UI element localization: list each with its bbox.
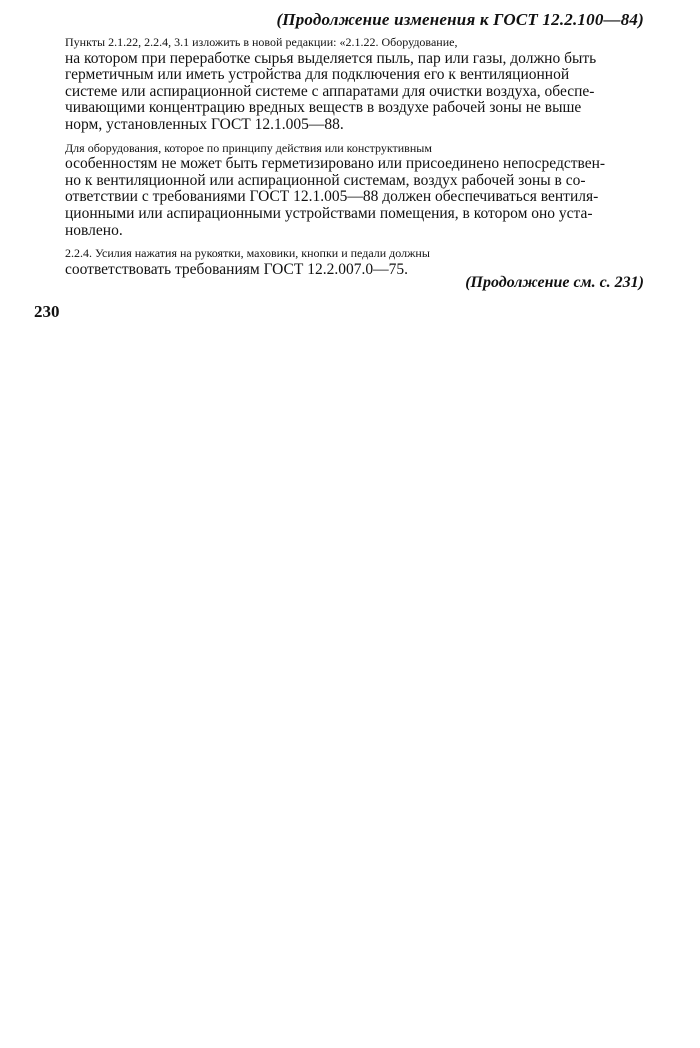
- header-continuation-note: (Продолжение изменения к ГОСТ 12.2.100—84): [276, 10, 644, 29]
- text-line: Пункты 2.1.22, 2.2.4, 3.1 изложить в новой редакции: «2.1.22. Оборудование,: [65, 35, 458, 49]
- page-number: 230: [34, 302, 60, 321]
- text-line: но к вентиляционной или аспирационной системам, воздух рабочей зоны в со-: [65, 171, 586, 189]
- footer-continuation-note: (Продолжение см. с. 231): [465, 274, 644, 291]
- text-line: герметичным или иметь устройства для подключения его к вентиляционной: [65, 66, 570, 84]
- text-line: ционными или аспирационными устройствами помещения, в котором оно уста-: [65, 204, 593, 222]
- text-line: на котором при переработке сырья выделяется пыль, пар или газы, должно быть: [65, 49, 597, 67]
- text-line: системе или аспирационной системе с аппаратами для очистки воздуха, обеспе-: [65, 82, 595, 100]
- text-line: соответствовать требованиям ГОСТ 12.2.007.0—75.: [65, 260, 408, 278]
- body-text: [34, 34, 648, 278]
- text-line: новлено.: [65, 221, 123, 239]
- text-line: норм, установленных ГОСТ 12.1.005—88.: [65, 115, 344, 133]
- text-line: особенностям не может быть герметизировано или присоединено непосредствен-: [65, 155, 606, 173]
- paragraph-revision-2-1-22: [34, 34, 648, 134]
- text-line: Для оборудования, которое по принципу действия или конструктивным: [65, 140, 432, 155]
- text-line: 2.2.4. Усилия нажатия на рукоятки, маховики, кнопки и педали должны: [65, 246, 430, 261]
- paragraph-non-sealed-equipment: [34, 140, 648, 240]
- text-line: чивающими концентрацию вредных веществ в воздухе рабочей зоны не выше: [65, 99, 582, 117]
- text-line: ответствии с требованиями ГОСТ 12.1.005—88 должен обеспечиваться вентиля-: [65, 188, 599, 206]
